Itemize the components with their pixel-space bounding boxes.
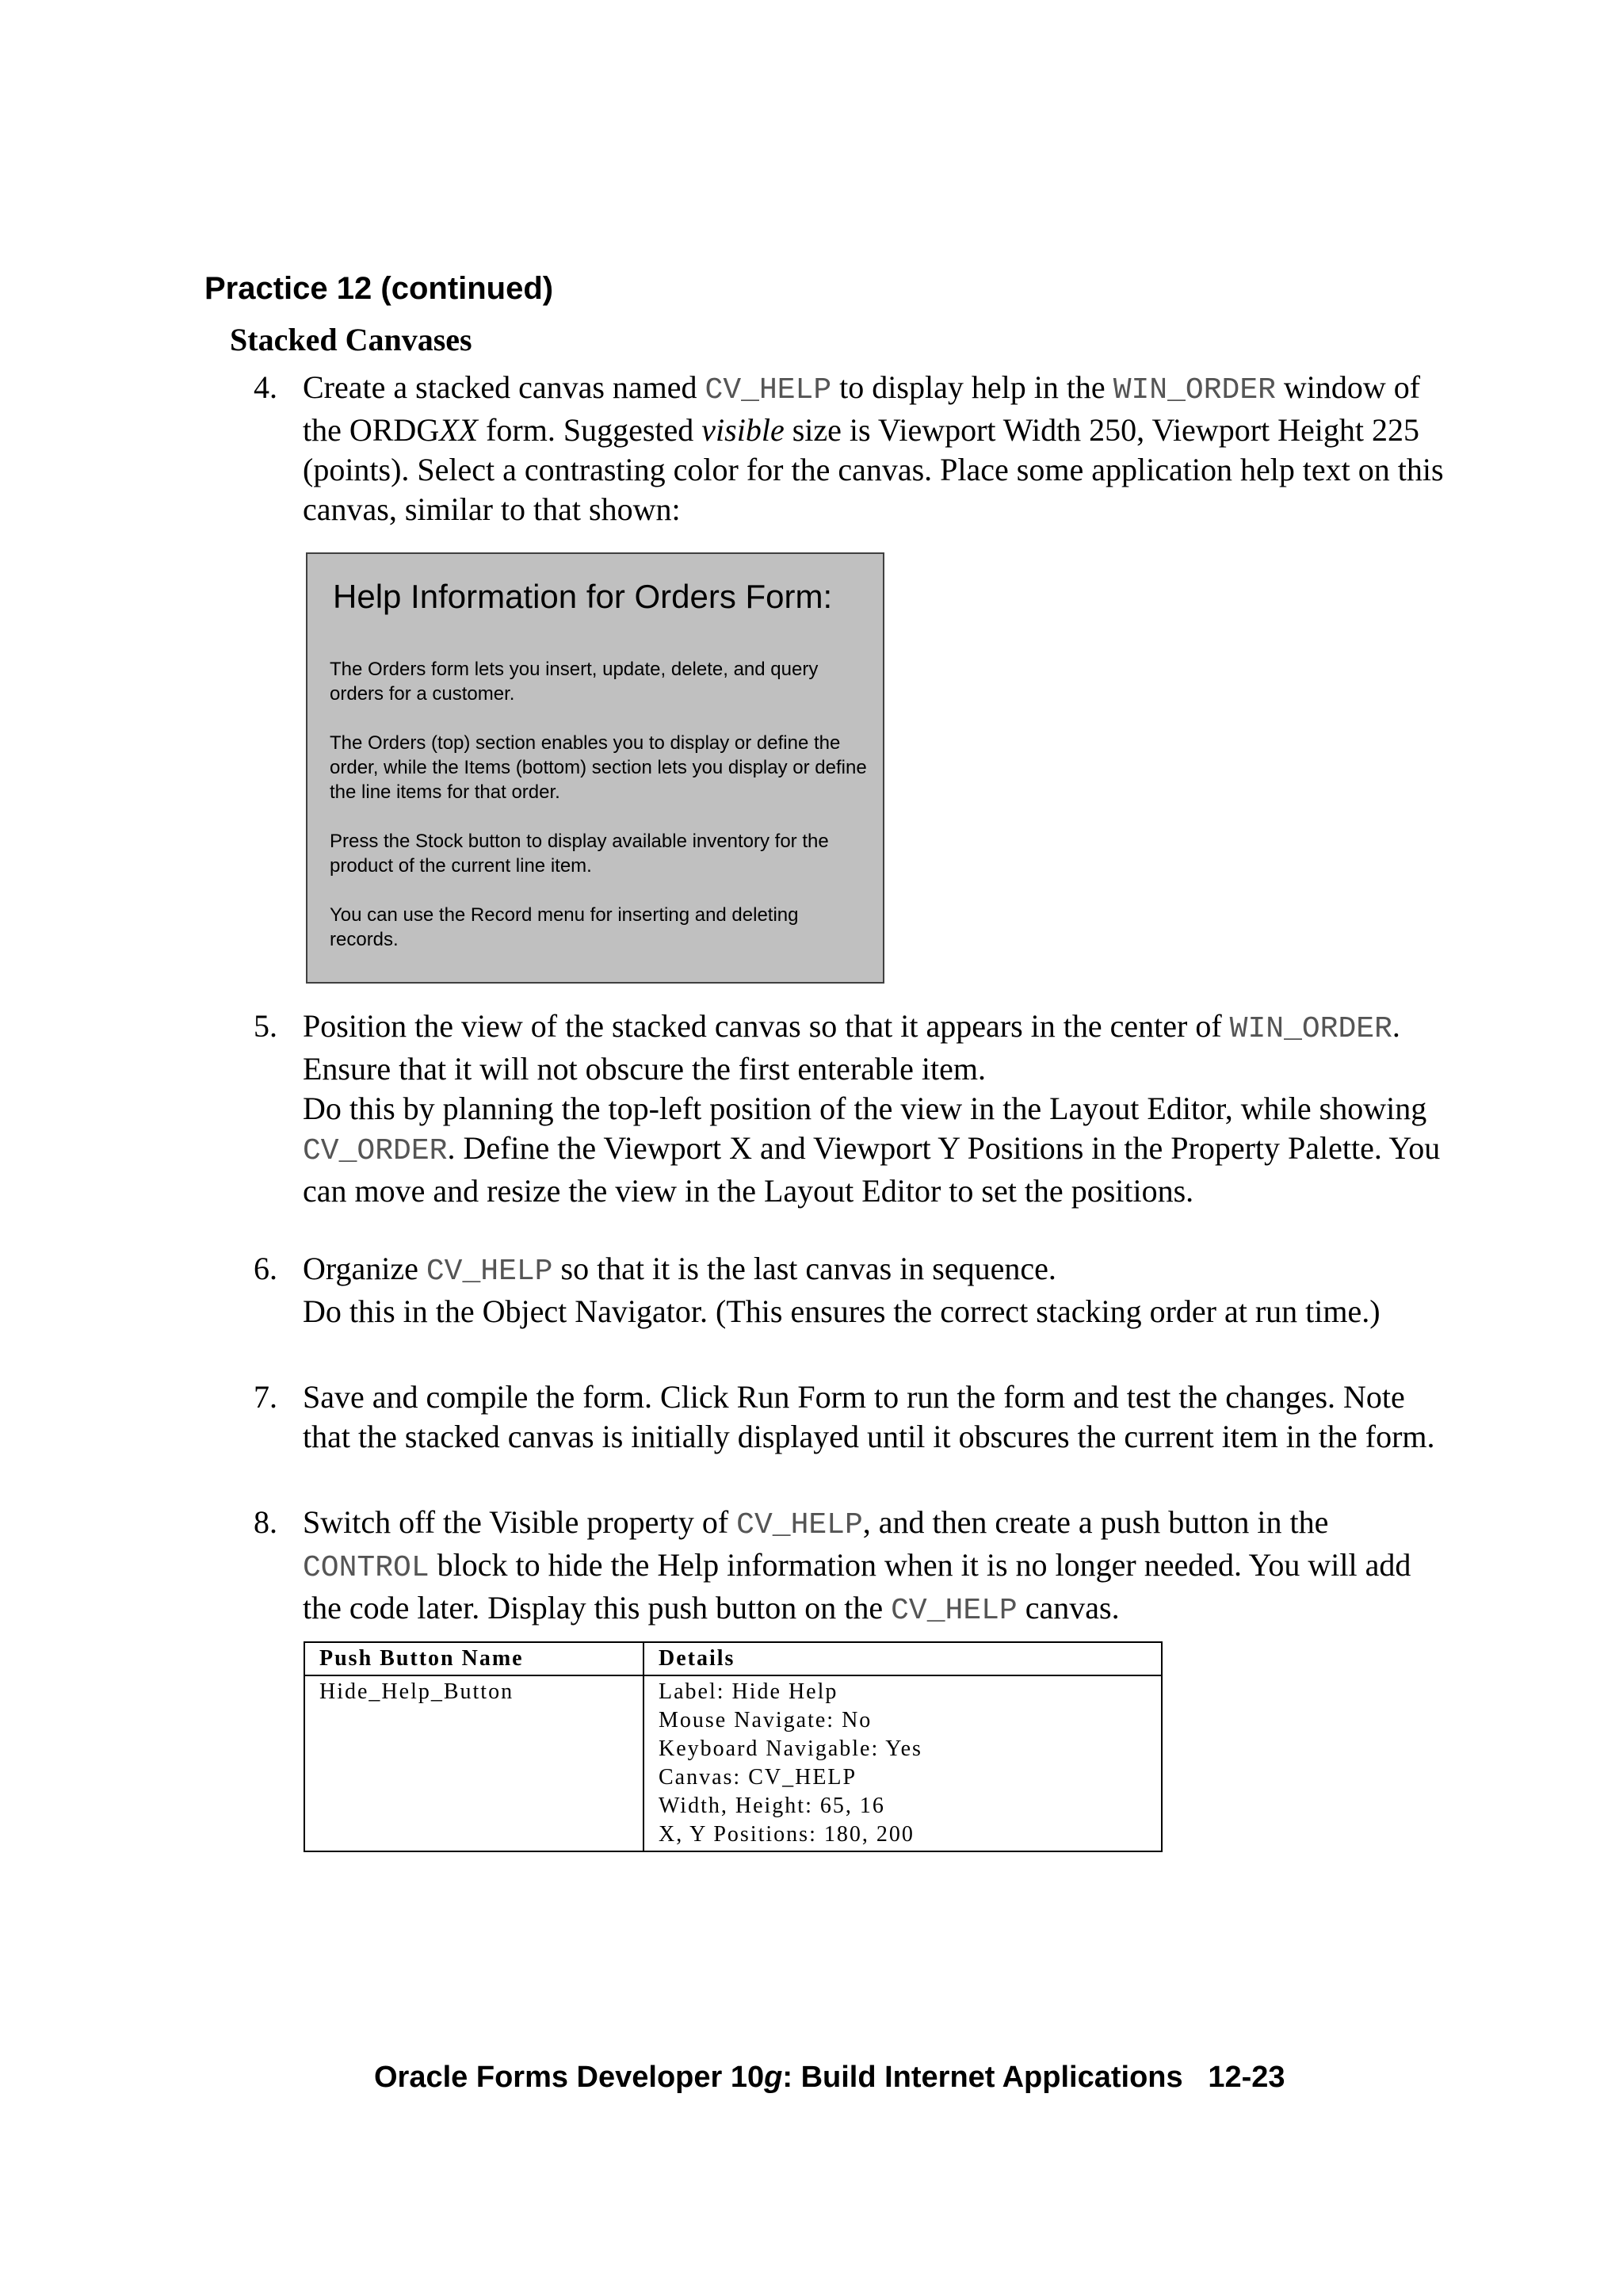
practice-title: Practice 12 (continued) (204, 271, 554, 306)
section-title: Stacked Canvases (230, 322, 472, 357)
help-paragraph: The Orders (top) section enables you to display or define the order, while the Items (bottom) section lets you display or define the line items for that order. (330, 732, 867, 803)
detail-line: Width, Height: 65, 16 (659, 1794, 885, 1818)
step-number: 4. (254, 369, 277, 405)
detail-line: Keyboard Navigable: Yes (659, 1736, 922, 1761)
code-cv-help: CV_HELP (426, 1255, 553, 1289)
step-text: Organize CV_HELP so that it is the last canvas in sequence. Do this in the Object Navigator. (This ensures the correct stacking order at run time.) (303, 1251, 1381, 1329)
code-cv-help: CV_HELP (705, 373, 832, 407)
help-title: Help Information for Orders Form: (333, 578, 833, 615)
page-footer: Oracle Forms Developer 10g: Build Internet Applications 12-23 (374, 2061, 1285, 2094)
table-header: Details (643, 1642, 1162, 1675)
detail-line: Canvas: CV_HELP (659, 1765, 857, 1790)
page-number: 12-23 (1208, 2061, 1285, 2094)
step-number: 6. (254, 1251, 277, 1286)
detail-line: X, Y Positions: 180, 200 (659, 1822, 915, 1847)
code-cv-help: CV_HELP (736, 1508, 863, 1542)
push-button-table (304, 1641, 1163, 1852)
table-row (304, 1675, 1162, 1851)
code-control: CONTROL (303, 1551, 430, 1585)
help-paragraph: You can use the Record menu for inserting and deleting records. (330, 904, 799, 950)
step-text: Save and compile the form. Click Run Form to run the form and test the changes. Note that the stacked canvas is initially displayed until it obscures the current item in the form. (303, 1379, 1435, 1454)
detail-line: Mouse Navigate: No (659, 1708, 873, 1733)
step-text: Switch off the Visible property of CV_HELP, and then create a push button in the CONTROL block to hide the Help information when it is no longer needed. You will add the code later. Display this push button on the CV_HELP canvas. (303, 1504, 1411, 1628)
code-cv-help: CV_HELP (891, 1594, 1018, 1628)
code-win-order: WIN_ORDER (1229, 1012, 1392, 1046)
table-header-row (304, 1642, 1162, 1675)
help-paragraph: Press the Stock button to display available inventory for the product of the current line item. (330, 831, 829, 877)
step-number: 5. (254, 1008, 277, 1044)
step-number: 7. (254, 1379, 277, 1415)
step-number: 8. (254, 1504, 277, 1540)
help-paragraph: The Orders form lets you insert, update, delete, and query orders for a customer. (330, 659, 819, 705)
table-cell-name: Hide_Help_Button (304, 1675, 643, 1851)
step-text: Create a stacked canvas named CV_HELP to display help in the WIN_ORDER window of the ORDGXX form. Suggested visible size is Viewport Width 250, Viewport Height 225 (points). Select a contrasting color for the canvas. Place some application help text on this canvas, similar to that shown: (303, 369, 1444, 527)
table-cell-details (643, 1675, 1162, 1851)
detail-line: Label: Hide Help (659, 1679, 838, 1704)
code-win-order: WIN_ORDER (1113, 373, 1276, 407)
table-header: Push Button Name (304, 1642, 643, 1675)
help-canvas-image (306, 552, 884, 984)
step-text: Position the view of the stacked canvas so that it appears in the center of WIN_ORDER. Ensure that it will not obscure the first enterable item. Do this by planning the top-left position of the view in the Layout Editor, while showing CV_ORDER. Define the Viewport X and Viewport Y Positions in the Property Palette. You can move and resize the view in the Layout Editor to set the positions. (303, 1008, 1441, 1209)
code-cv-order: CV_ORDER (303, 1134, 448, 1168)
